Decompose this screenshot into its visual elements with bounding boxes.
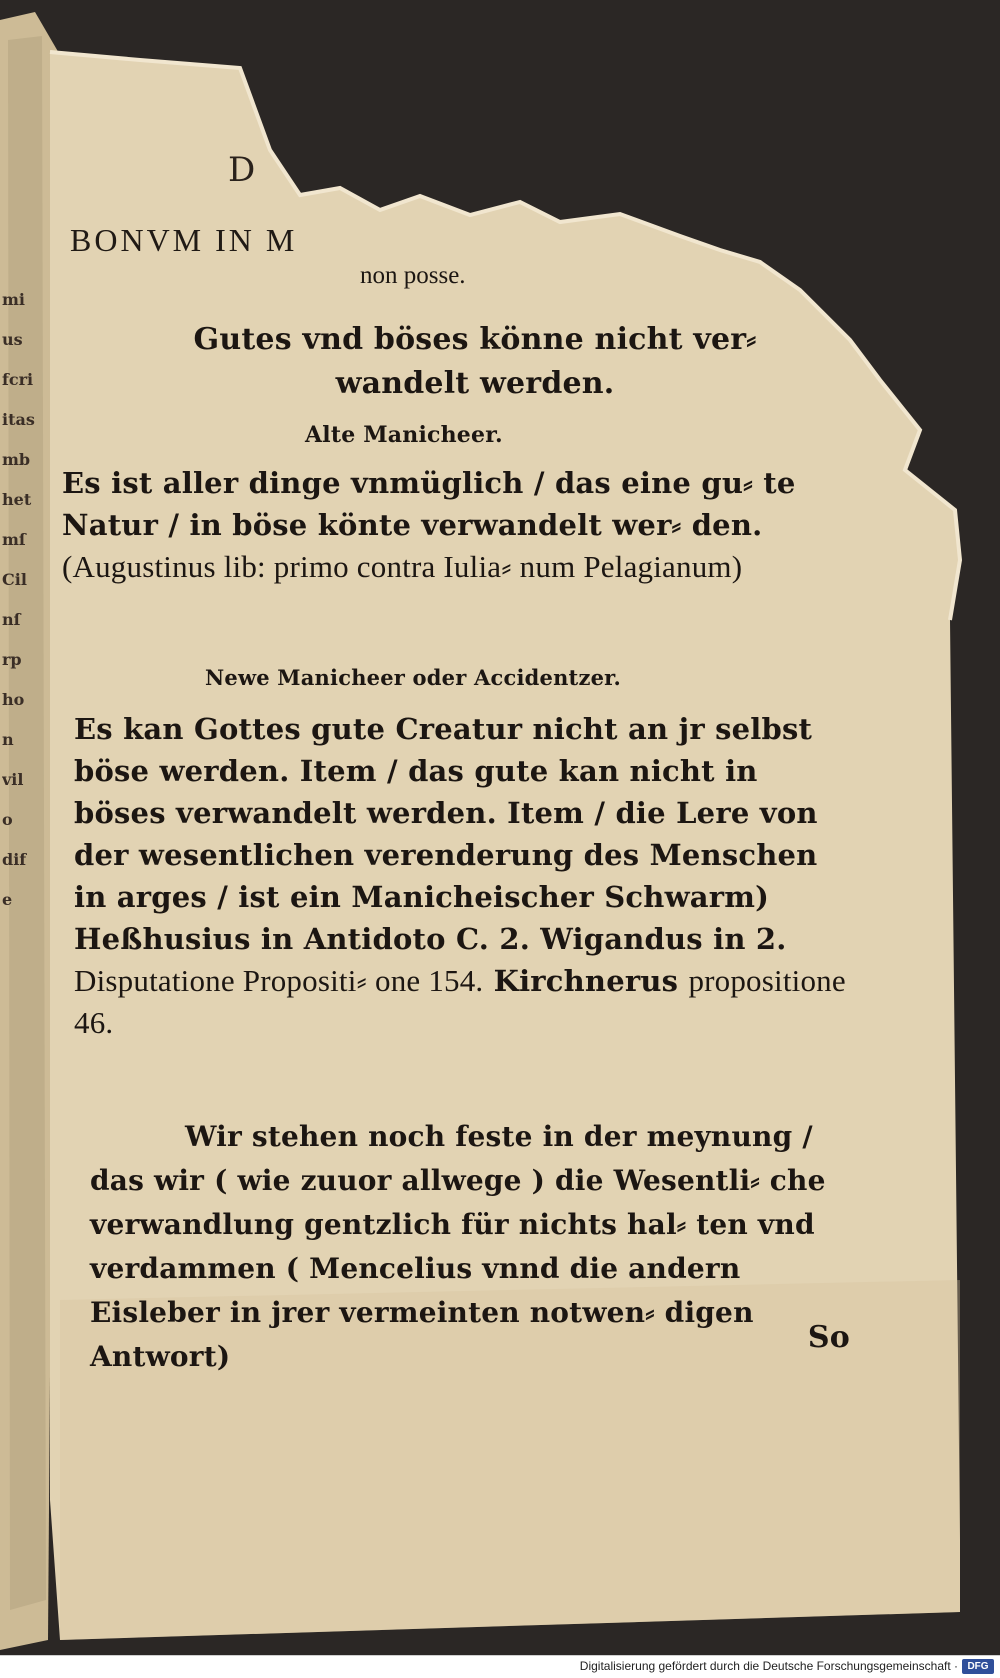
previous-page-margin-fragment: mi us fcri itas mb het mſ Cil nſ rp ho n vil o dif e: [2, 290, 35, 909]
running-head-fragment: D: [228, 150, 256, 190]
paragraph-quotation: Wir stehen noch feste in der meynung / das wir ( wie zuuor allwege ) die Wesentli⸗ che verwandlung gentzlich für nichts hal⸗ ten vnd verdammen ( Mencelius vnnd die andern Eisleber in jrer vermeinten notwen⸗ digen Antwort): [90, 1120, 826, 1373]
label-new-manichaeans: Newe Manicheer oder Accidentzer.: [205, 665, 621, 690]
label-old-manichaeans: Alte Manicheer.: [305, 422, 503, 448]
dfg-logo-icon: DFG: [962, 1659, 994, 1674]
paragraph-new-tail-german: Kirchnerus: [493, 964, 679, 998]
paragraph-new-german: Es kan Gottes gute Creatur nicht an jr selbst böse werden. Item / das gute kan nicht in böses verwandelt werden. Item / die Lere von der wesentlichen verenderung des Menschen in arges / ist ein Manicheischer Schwarm) Heßhusius in Antidoto C. 2. Wigandus in 2.: [74, 712, 818, 956]
footer-credit: Digitalisierung gefördert durch die Deutsche Forschungsgemeinschaft ·: [579, 1659, 958, 1673]
heading-latin-line1: BONVM IN M: [70, 222, 298, 258]
paragraph-new-latin: Disputatione Propositi⸗ one 154.: [74, 963, 484, 998]
paragraph-new-manichaeans: [74, 708, 854, 1044]
catchword: So: [807, 1320, 850, 1355]
heading-latin-line2: non posse.: [360, 262, 466, 289]
paragraph-old-latin-citation: (Augustinus lib: primo contra Iulia⸗ num Pelagianum): [62, 549, 743, 584]
paragraph-new-tail-latin: propositione 46.: [74, 963, 846, 1040]
footer-bar: [0, 1655, 1000, 1678]
heading-german: Gutes vnd böses könne nicht ver⸗ wandelt werden.: [193, 322, 757, 401]
paragraph-old-german: Es ist aller dinge vnmüglich / das eine gu⸗ te Natur / in böse könte verwandelt wer⸗ den.: [62, 466, 796, 542]
paragraph-old-manichaeans: [62, 462, 852, 588]
